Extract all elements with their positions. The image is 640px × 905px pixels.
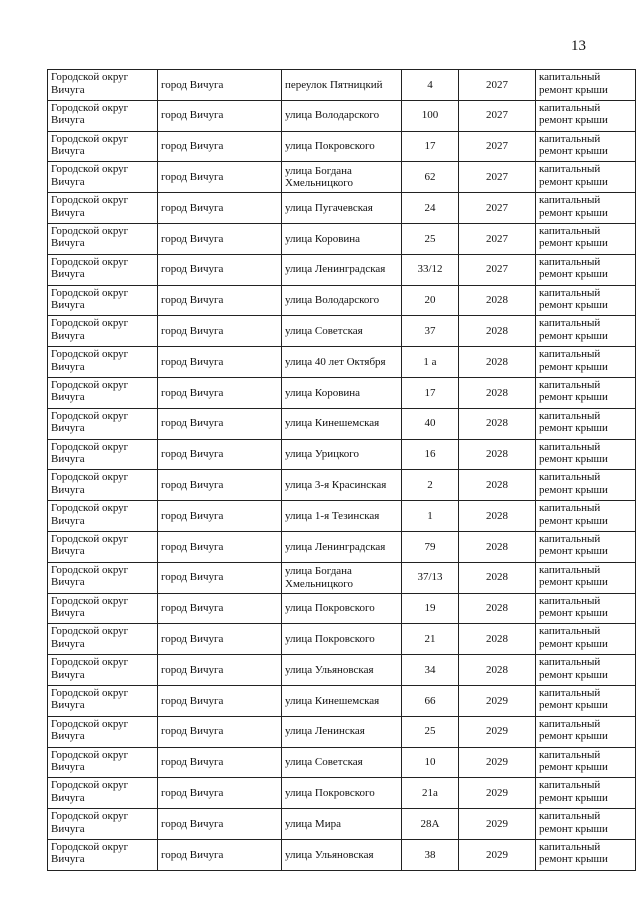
table-row bbox=[48, 562, 636, 593]
city-cell: город Вичуга bbox=[158, 377, 282, 408]
city-cell: город Вичуга bbox=[158, 501, 282, 532]
district-cell: Городской округ Вичуга bbox=[48, 162, 158, 193]
year-cell: 2027 bbox=[459, 254, 536, 285]
city-cell: город Вичуга bbox=[158, 809, 282, 840]
table-row bbox=[48, 470, 636, 501]
year-cell: 2029 bbox=[459, 839, 536, 870]
year-cell: 2027 bbox=[459, 70, 536, 101]
year-cell: 2027 bbox=[459, 162, 536, 193]
table-row bbox=[48, 347, 636, 378]
district-cell: Городской округ Вичуга bbox=[48, 593, 158, 624]
street-cell: улица Урицкого bbox=[282, 439, 402, 470]
house-number-cell: 100 bbox=[402, 100, 459, 131]
year-cell: 2028 bbox=[459, 285, 536, 316]
house-number-cell: 4 bbox=[402, 70, 459, 101]
city-cell: город Вичуга bbox=[158, 193, 282, 224]
street-cell: улица Кинешемская bbox=[282, 408, 402, 439]
city-cell: город Вичуга bbox=[158, 685, 282, 716]
work-type-cell: капитальный ремонт крыши bbox=[536, 70, 636, 101]
table-row bbox=[48, 593, 636, 624]
house-number-cell: 25 bbox=[402, 716, 459, 747]
work-type-cell: капитальный ремонт крыши bbox=[536, 131, 636, 162]
table-row bbox=[48, 70, 636, 101]
work-type-cell: капитальный ремонт крыши bbox=[536, 100, 636, 131]
year-cell: 2028 bbox=[459, 439, 536, 470]
city-cell: город Вичуга bbox=[158, 223, 282, 254]
table-row bbox=[48, 377, 636, 408]
street-cell: улица Советская bbox=[282, 316, 402, 347]
year-cell: 2029 bbox=[459, 716, 536, 747]
street-cell: улица Володарского bbox=[282, 100, 402, 131]
street-cell: улица Богдана Хмельницкого bbox=[282, 562, 402, 593]
year-cell: 2028 bbox=[459, 655, 536, 686]
district-cell: Городской округ Вичуга bbox=[48, 470, 158, 501]
city-cell: город Вичуга bbox=[158, 254, 282, 285]
table-row bbox=[48, 193, 636, 224]
table-body bbox=[48, 70, 636, 871]
district-cell: Городской округ Вичуга bbox=[48, 839, 158, 870]
table-row bbox=[48, 162, 636, 193]
district-cell: Городской округ Вичуга bbox=[48, 778, 158, 809]
city-cell: город Вичуга bbox=[158, 70, 282, 101]
district-cell: Городской округ Вичуга bbox=[48, 747, 158, 778]
work-type-cell: капитальный ремонт крыши bbox=[536, 624, 636, 655]
house-number-cell: 25 bbox=[402, 223, 459, 254]
district-cell: Городской округ Вичуга bbox=[48, 193, 158, 224]
house-number-cell: 24 bbox=[402, 193, 459, 224]
table-row bbox=[48, 655, 636, 686]
table-row bbox=[48, 624, 636, 655]
work-type-cell: капитальный ремонт крыши bbox=[536, 562, 636, 593]
city-cell: город Вичуга bbox=[158, 316, 282, 347]
year-cell: 2028 bbox=[459, 347, 536, 378]
city-cell: город Вичуга bbox=[158, 285, 282, 316]
house-number-cell: 16 bbox=[402, 439, 459, 470]
city-cell: город Вичуга bbox=[158, 624, 282, 655]
year-cell: 2027 bbox=[459, 223, 536, 254]
work-type-cell: капитальный ремонт крыши bbox=[536, 285, 636, 316]
city-cell: город Вичуга bbox=[158, 131, 282, 162]
district-cell: Городской округ Вичуга bbox=[48, 716, 158, 747]
year-cell: 2028 bbox=[459, 470, 536, 501]
street-cell: переулок Пятницкий bbox=[282, 70, 402, 101]
table-row bbox=[48, 285, 636, 316]
house-number-cell: 21а bbox=[402, 778, 459, 809]
street-cell: улица Советская bbox=[282, 747, 402, 778]
street-cell: улица Ленинградская bbox=[282, 531, 402, 562]
city-cell: город Вичуга bbox=[158, 408, 282, 439]
table-row bbox=[48, 439, 636, 470]
street-cell: улица Коровина bbox=[282, 377, 402, 408]
street-cell: улица Ульяновская bbox=[282, 839, 402, 870]
work-type-cell: капитальный ремонт крыши bbox=[536, 408, 636, 439]
district-cell: Городской округ Вичуга bbox=[48, 316, 158, 347]
year-cell: 2028 bbox=[459, 501, 536, 532]
house-number-cell: 66 bbox=[402, 685, 459, 716]
repair-schedule-table bbox=[47, 69, 636, 871]
street-cell: улица Коровина bbox=[282, 223, 402, 254]
table-row bbox=[48, 408, 636, 439]
city-cell: город Вичуга bbox=[158, 716, 282, 747]
city-cell: город Вичуга bbox=[158, 470, 282, 501]
work-type-cell: капитальный ремонт крыши bbox=[536, 347, 636, 378]
table-row bbox=[48, 131, 636, 162]
city-cell: город Вичуга bbox=[158, 531, 282, 562]
work-type-cell: капитальный ремонт крыши bbox=[536, 501, 636, 532]
work-type-cell: капитальный ремонт крыши bbox=[536, 655, 636, 686]
city-cell: город Вичуга bbox=[158, 778, 282, 809]
house-number-cell: 20 bbox=[402, 285, 459, 316]
table-row bbox=[48, 778, 636, 809]
table-row bbox=[48, 100, 636, 131]
district-cell: Городской округ Вичуга bbox=[48, 531, 158, 562]
work-type-cell: капитальный ремонт крыши bbox=[536, 377, 636, 408]
work-type-cell: капитальный ремонт крыши bbox=[536, 778, 636, 809]
street-cell: улица Ульяновская bbox=[282, 655, 402, 686]
street-cell: улица Мира bbox=[282, 809, 402, 840]
work-type-cell: капитальный ремонт крыши bbox=[536, 439, 636, 470]
house-number-cell: 37 bbox=[402, 316, 459, 347]
city-cell: город Вичуга bbox=[158, 347, 282, 378]
house-number-cell: 17 bbox=[402, 131, 459, 162]
year-cell: 2029 bbox=[459, 747, 536, 778]
year-cell: 2029 bbox=[459, 685, 536, 716]
district-cell: Городской округ Вичуга bbox=[48, 655, 158, 686]
district-cell: Городской округ Вичуга bbox=[48, 562, 158, 593]
table-row bbox=[48, 501, 636, 532]
house-number-cell: 1 bbox=[402, 501, 459, 532]
work-type-cell: капитальный ремонт крыши bbox=[536, 316, 636, 347]
year-cell: 2028 bbox=[459, 562, 536, 593]
house-number-cell: 2 bbox=[402, 470, 459, 501]
house-number-cell: 34 bbox=[402, 655, 459, 686]
table-row bbox=[48, 747, 636, 778]
street-cell: улица Покровского bbox=[282, 593, 402, 624]
work-type-cell: капитальный ремонт крыши bbox=[536, 254, 636, 285]
street-cell: улица Пугачевская bbox=[282, 193, 402, 224]
district-cell: Городской округ Вичуга bbox=[48, 809, 158, 840]
district-cell: Городской округ Вичуга bbox=[48, 377, 158, 408]
district-cell: Городской округ Вичуга bbox=[48, 501, 158, 532]
table-row bbox=[48, 316, 636, 347]
house-number-cell: 28А bbox=[402, 809, 459, 840]
table-row bbox=[48, 223, 636, 254]
street-cell: улица Покровского bbox=[282, 778, 402, 809]
district-cell: Городской округ Вичуга bbox=[48, 408, 158, 439]
house-number-cell: 38 bbox=[402, 839, 459, 870]
house-number-cell: 33/12 bbox=[402, 254, 459, 285]
district-cell: Городской округ Вичуга bbox=[48, 685, 158, 716]
year-cell: 2028 bbox=[459, 408, 536, 439]
house-number-cell: 1 а bbox=[402, 347, 459, 378]
year-cell: 2027 bbox=[459, 100, 536, 131]
city-cell: город Вичуга bbox=[158, 839, 282, 870]
district-cell: Городской округ Вичуга bbox=[48, 285, 158, 316]
year-cell: 2029 bbox=[459, 809, 536, 840]
year-cell: 2029 bbox=[459, 778, 536, 809]
work-type-cell: капитальный ремонт крыши bbox=[536, 809, 636, 840]
district-cell: Городской округ Вичуга bbox=[48, 100, 158, 131]
street-cell: улица Володарского bbox=[282, 285, 402, 316]
house-number-cell: 17 bbox=[402, 377, 459, 408]
work-type-cell: капитальный ремонт крыши bbox=[536, 716, 636, 747]
work-type-cell: капитальный ремонт крыши bbox=[536, 593, 636, 624]
table-row bbox=[48, 254, 636, 285]
district-cell: Городской округ Вичуга bbox=[48, 347, 158, 378]
house-number-cell: 21 bbox=[402, 624, 459, 655]
work-type-cell: капитальный ремонт крыши bbox=[536, 685, 636, 716]
house-number-cell: 79 bbox=[402, 531, 459, 562]
district-cell: Городской округ Вичуга bbox=[48, 624, 158, 655]
year-cell: 2028 bbox=[459, 624, 536, 655]
street-cell: улица Покровского bbox=[282, 131, 402, 162]
city-cell: город Вичуга bbox=[158, 593, 282, 624]
work-type-cell: капитальный ремонт крыши bbox=[536, 223, 636, 254]
table-row bbox=[48, 531, 636, 562]
house-number-cell: 62 bbox=[402, 162, 459, 193]
work-type-cell: капитальный ремонт крыши bbox=[536, 162, 636, 193]
city-cell: город Вичуга bbox=[158, 747, 282, 778]
district-cell: Городской округ Вичуга bbox=[48, 223, 158, 254]
city-cell: город Вичуга bbox=[158, 100, 282, 131]
year-cell: 2028 bbox=[459, 593, 536, 624]
street-cell: улица Кинешемская bbox=[282, 685, 402, 716]
work-type-cell: капитальный ремонт крыши bbox=[536, 531, 636, 562]
table-row bbox=[48, 685, 636, 716]
city-cell: город Вичуга bbox=[158, 439, 282, 470]
year-cell: 2027 bbox=[459, 193, 536, 224]
year-cell: 2028 bbox=[459, 531, 536, 562]
street-cell: улица 40 лет Октября bbox=[282, 347, 402, 378]
year-cell: 2028 bbox=[459, 316, 536, 347]
city-cell: город Вичуга bbox=[158, 655, 282, 686]
house-number-cell: 19 bbox=[402, 593, 459, 624]
street-cell: улица Ленинградская bbox=[282, 254, 402, 285]
house-number-cell: 10 bbox=[402, 747, 459, 778]
street-cell: улица Ленинская bbox=[282, 716, 402, 747]
street-cell: улица Покровского bbox=[282, 624, 402, 655]
district-cell: Городской округ Вичуга bbox=[48, 70, 158, 101]
page-number: 13 bbox=[571, 38, 586, 54]
year-cell: 2028 bbox=[459, 377, 536, 408]
street-cell: улица 3-я Красинская bbox=[282, 470, 402, 501]
work-type-cell: капитальный ремонт крыши bbox=[536, 747, 636, 778]
city-cell: город Вичуга bbox=[158, 562, 282, 593]
table-row bbox=[48, 839, 636, 870]
work-type-cell: капитальный ремонт крыши bbox=[536, 470, 636, 501]
street-cell: улица 1-я Тезинская bbox=[282, 501, 402, 532]
table-row bbox=[48, 809, 636, 840]
district-cell: Городской округ Вичуга bbox=[48, 131, 158, 162]
city-cell: город Вичуга bbox=[158, 162, 282, 193]
district-cell: Городской округ Вичуга bbox=[48, 439, 158, 470]
street-cell: улица Богдана Хмельницкого bbox=[282, 162, 402, 193]
work-type-cell: капитальный ремонт крыши bbox=[536, 839, 636, 870]
year-cell: 2027 bbox=[459, 131, 536, 162]
work-type-cell: капитальный ремонт крыши bbox=[536, 193, 636, 224]
house-number-cell: 37/13 bbox=[402, 562, 459, 593]
table-row bbox=[48, 716, 636, 747]
house-number-cell: 40 bbox=[402, 408, 459, 439]
district-cell: Городской округ Вичуга bbox=[48, 254, 158, 285]
